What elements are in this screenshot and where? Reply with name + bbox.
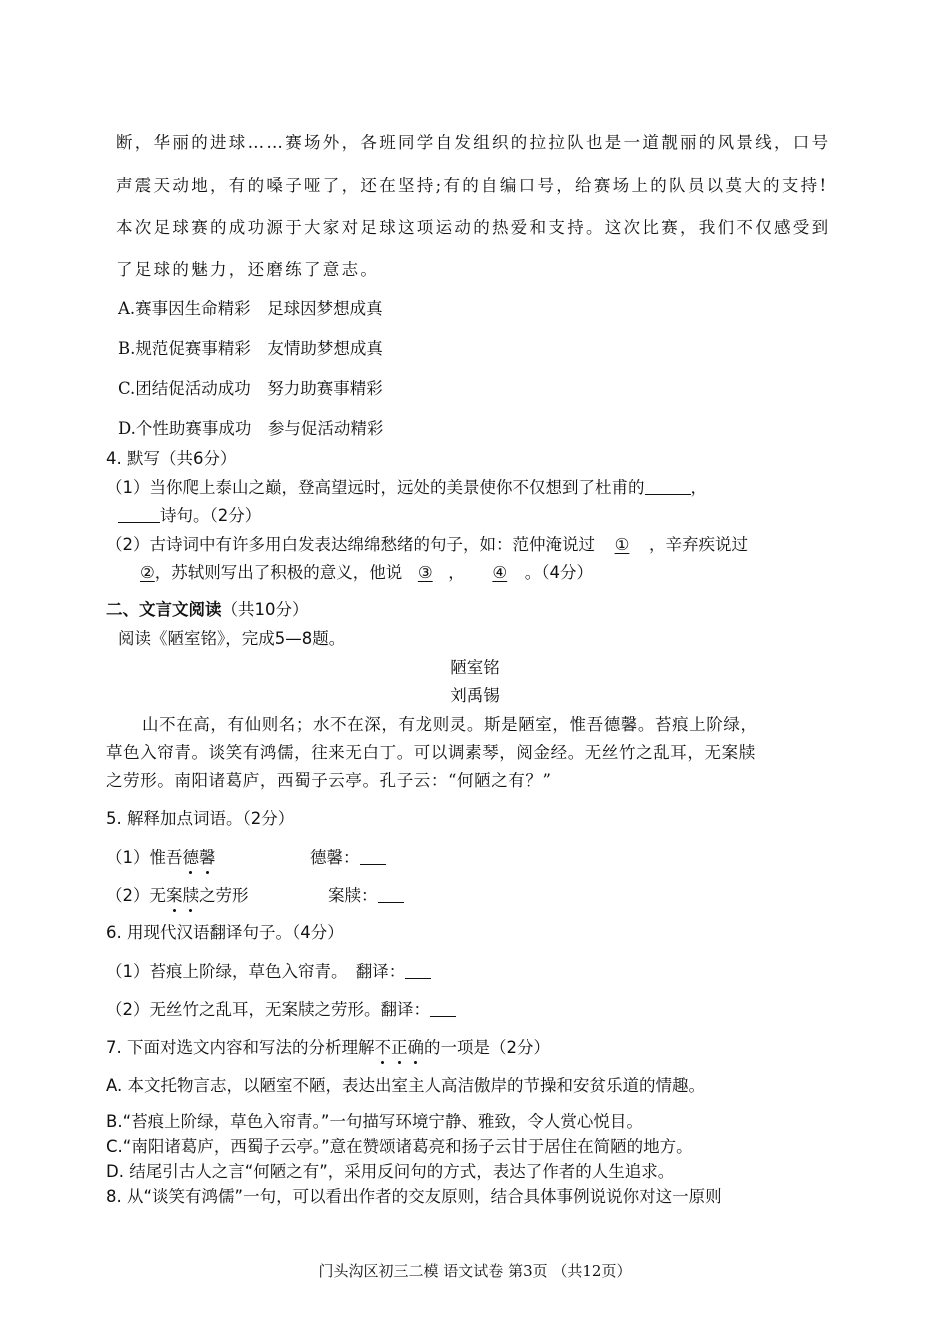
poem-author: 刘禹锡 — [450, 686, 500, 705]
section-2-score: （共10分） — [221, 600, 309, 619]
question-7-option-c: C.“南阳诸葛庐，西蜀子云亭。”意在赞颂诸葛亮和扬子云甘于居住在简陋的地方。 — [106, 1137, 693, 1156]
q4-p2-text-b: ，辛弃疾说过 — [649, 535, 748, 554]
question-4-part-1 — [106, 480, 707, 497]
q4-p2-text-d: ， — [448, 563, 465, 582]
question-5-item-2 — [106, 888, 249, 905]
question-4-part-1-cont — [118, 508, 261, 525]
q5-i2-ans-label: 案牍： — [328, 886, 378, 905]
q4-p2-text: （2）古诗词中有许多用白发表达绵绵愁绪的句子，如：范仲淹说过 — [106, 535, 595, 554]
question-7-option-b: B.“苔痕上阶绿，草色入帘青。”一句描写环境宁静、雅致，令人赏心悦目。 — [106, 1112, 643, 1131]
q5-i1-pre: （1）惟吾 — [106, 848, 183, 867]
q6-i2-text: （2）无丝竹之乱耳，无案牍之劳形。翻译： — [106, 1000, 430, 1019]
question-5-title: 5. 解释加点词语。（2分） — [106, 809, 295, 828]
q4-p2-text-c: ，苏轼则写出了积极的意义，他说 — [154, 563, 403, 582]
fill-blank — [118, 508, 160, 523]
question-7-option-a: A. 本文托物言志，以陋室不陋，表达出室主人高洁傲岸的节操和安贫乐道的情趣。 — [106, 1076, 705, 1095]
blank-3: ③ — [417, 563, 433, 582]
dotted-char: 确 — [407, 1038, 424, 1057]
q5-i2-pre: （2）无 — [106, 886, 166, 905]
paragraph-line: 了足球的魅力，还磨练了意志。 — [116, 260, 380, 279]
section-2-instruction: 阅读《陋室铭》，完成5—8题。 — [118, 629, 346, 648]
blank-2: ② — [140, 563, 155, 582]
question-6-item-2 — [106, 1002, 456, 1019]
dotted-char: 正 — [391, 1038, 408, 1057]
question-5-item-1 — [106, 850, 216, 867]
question-5-item-1-answer — [310, 850, 386, 867]
answer-blank — [405, 964, 431, 979]
dotted-char: 案 — [166, 886, 183, 905]
question-7-option-d: D. 结尾引古人之言“何陋之有”，采用反问句的方式，表达了作者的人生追求。 — [106, 1162, 675, 1181]
passage-line: 草色入帘青。谈笑有鸿儒，往来无白丁。可以调素琴，阅金经。无丝竹之乱耳，无案牍 — [106, 743, 756, 762]
poem-title: 陋室铭 — [450, 658, 500, 677]
answer-blank — [360, 850, 386, 865]
section-2-heading: 二、文言文阅读 — [106, 600, 222, 619]
section-2-title — [106, 602, 309, 619]
option-b: B.规范促赛事精彩 友情助梦想成真 — [118, 339, 383, 358]
q4-p1-text: （1）当你爬上泰山之巅，登高望远时，远处的美景使你不仅想到了杜甫的 — [106, 478, 645, 497]
question-4-title: 4. 默写（共6分） — [106, 449, 237, 468]
question-7-title — [106, 1040, 550, 1057]
question-8: 8. 从“谈笑有鸿儒”一句，可以看出作者的交友原则，结合具体事例说说你对这一原则 — [106, 1187, 722, 1206]
q4-p2-text-e: 。（4分） — [524, 563, 594, 582]
q4-p1-end: 诗句。（2分） — [160, 506, 262, 525]
answer-blank — [430, 1002, 456, 1017]
dotted-char: 不 — [374, 1038, 391, 1057]
q7-post: 的一项是（2分） — [424, 1038, 550, 1057]
option-a: A.赛事因生命精彩 足球因梦想成真 — [118, 299, 383, 318]
dotted-char: 牍 — [182, 886, 199, 905]
q7-pre: 7. 下面对选文内容和写法的分析理解 — [106, 1038, 375, 1057]
question-6-title: 6. 用现代汉语翻译句子。（4分） — [106, 923, 344, 942]
question-4-part-2-cont — [140, 565, 593, 582]
passage-line: 之劳形。南阳诸葛庐，西蜀子云亭。孔子云：“何陋之有？” — [106, 771, 552, 790]
q5-i1-ans-label: 德馨： — [310, 848, 360, 867]
page-footer: 门头沟区初三二模 语文试卷 第3页 （共12页） — [318, 1262, 632, 1280]
question-4-part-2 — [106, 537, 748, 554]
option-d: D.个性助赛事成功 参与促活动精彩 — [118, 419, 384, 438]
blank-4: ④ — [492, 563, 508, 582]
paragraph-line: 本次足球赛的成功源于大家对足球这项运动的热爱和支持。这次比赛，我们不仅感受到 — [116, 218, 831, 237]
fill-blank — [645, 480, 691, 495]
q6-i1-text: （1）苔痕上阶绿，草色入帘青。 翻译： — [106, 962, 406, 981]
answer-blank — [378, 888, 404, 903]
q5-i2-post: 之劳形 — [199, 886, 249, 905]
paragraph-line: 断，华丽的进球……赛场外，各班同学自发组织的拉拉队也是一道靓丽的风景线，口号 — [116, 133, 831, 152]
question-5-item-2-answer — [328, 888, 404, 905]
passage-line: 山不在高，有仙则名；水不在深，有龙则灵。斯是陋室，惟吾德馨。苔痕上阶绿， — [142, 715, 758, 734]
dotted-char: 馨 — [199, 848, 216, 867]
option-c: C.团结促活动成功 努力助赛事精彩 — [118, 379, 383, 398]
paragraph-line: 声震天动地，有的嗓子哑了，还在坚持;有的自编口号，给赛场上的队员以莫大的支持! — [116, 176, 829, 195]
blank-1: ① — [614, 535, 630, 554]
question-6-item-1 — [106, 964, 431, 981]
q4-p1-comma: ， — [690, 478, 707, 497]
dotted-char: 德 — [182, 848, 199, 867]
